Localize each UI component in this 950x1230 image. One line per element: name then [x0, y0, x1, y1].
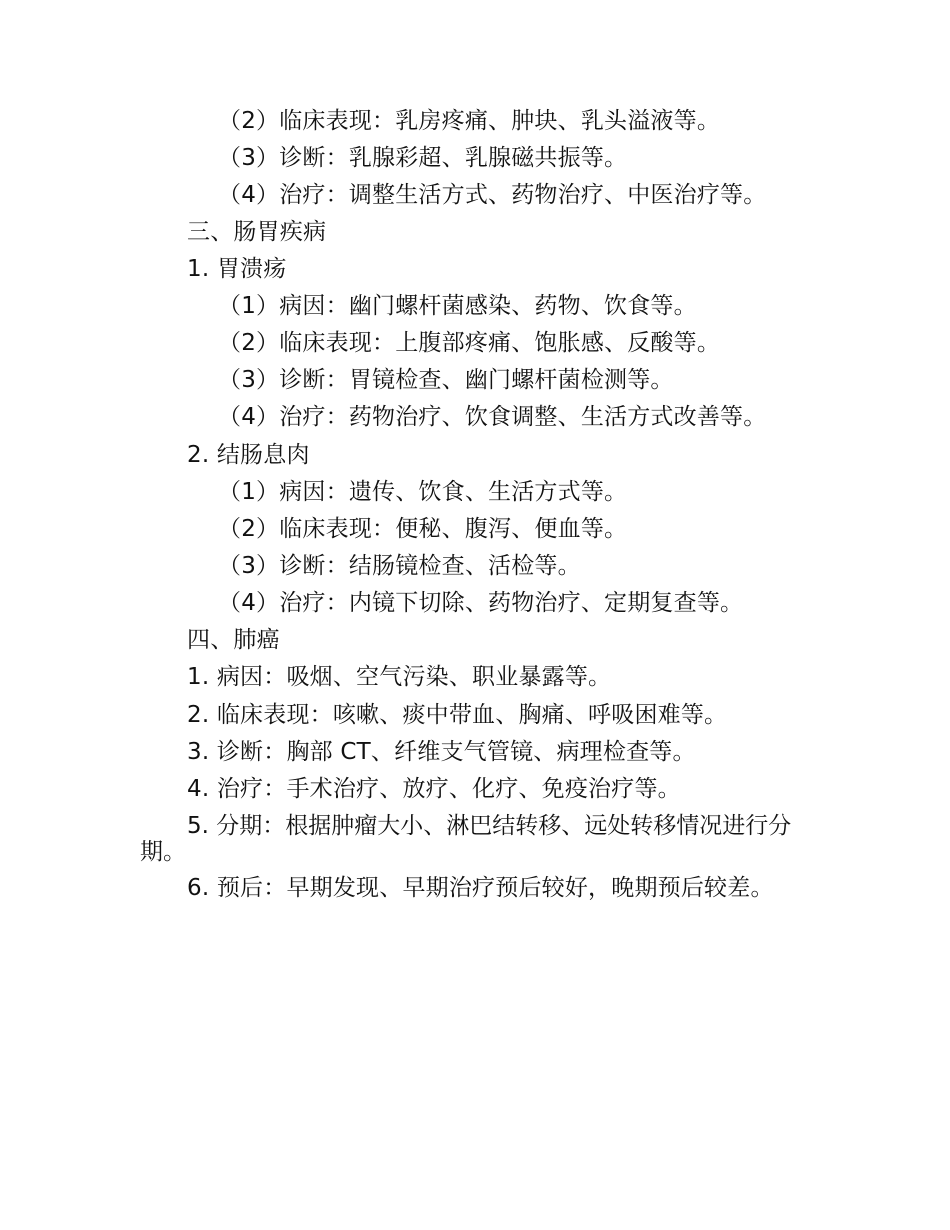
subsection-heading-gastric-ulcer: 1. 胃溃疡: [187, 256, 287, 282]
lung-staging-text: 5. 分期：根据肿瘤大小、淋巴结转移、远处转移情况进行分期。: [140, 813, 792, 865]
lung-cause-line: 1. 病因：吸烟、空气污染、职业暴露等。: [187, 664, 612, 690]
polyp-diagnosis-line: （3）诊断：结肠镜检查、活检等。: [218, 553, 581, 579]
lung-diagnosis-line: 3. 诊断：胸部 CT、纤维支气管镜、病理检查等。: [187, 739, 696, 765]
breast-diagnosis-line: （3）诊断：乳腺彩超、乳腺磁共振等。: [218, 145, 628, 171]
ulcer-treatment-line: （4）治疗：药物治疗、饮食调整、生活方式改善等。: [218, 404, 767, 430]
breast-treatment-line: （4）治疗：调整生活方式、药物治疗、中医治疗等。: [218, 182, 767, 208]
ulcer-diagnosis-line: （3）诊断：胃镜检查、幽门螺杆菌检测等。: [218, 367, 674, 393]
polyp-treatment-line: （4）治疗：内镜下切除、药物治疗、定期复查等。: [218, 590, 744, 616]
polyp-symptoms-line: （2）临床表现：便秘、腹泻、便血等。: [218, 516, 628, 542]
section-heading-gastrointestinal: 三、肠胃疾病: [187, 219, 327, 245]
subsection-heading-colon-polyp: 2. 结肠息肉: [187, 442, 310, 468]
breast-symptoms-line: （2）临床表现：乳房疼痛、肿块、乳头溢液等。: [218, 108, 721, 134]
lung-treatment-line: 4. 治疗：手术治疗、放疗、化疗、免疫治疗等。: [187, 776, 681, 802]
ulcer-symptoms-line: （2）临床表现：上腹部疼痛、饱胀感、反酸等。: [218, 330, 721, 356]
section-heading-lung-cancer: 四、肺癌: [187, 627, 280, 653]
lung-symptoms-line: 2. 临床表现：咳嗽、痰中带血、胸痛、呼吸困难等。: [187, 702, 728, 728]
lung-staging-paragraph: [140, 813, 830, 865]
polyp-cause-line: （1）病因：遗传、饮食、生活方式等。: [218, 479, 628, 505]
ulcer-cause-line: （1）病因：幽门螺杆菌感染、药物、饮食等。: [218, 293, 697, 319]
lung-prognosis-line: 6. 预后：早期发现、早期治疗预后较好，晚期预后较差。: [187, 875, 774, 901]
